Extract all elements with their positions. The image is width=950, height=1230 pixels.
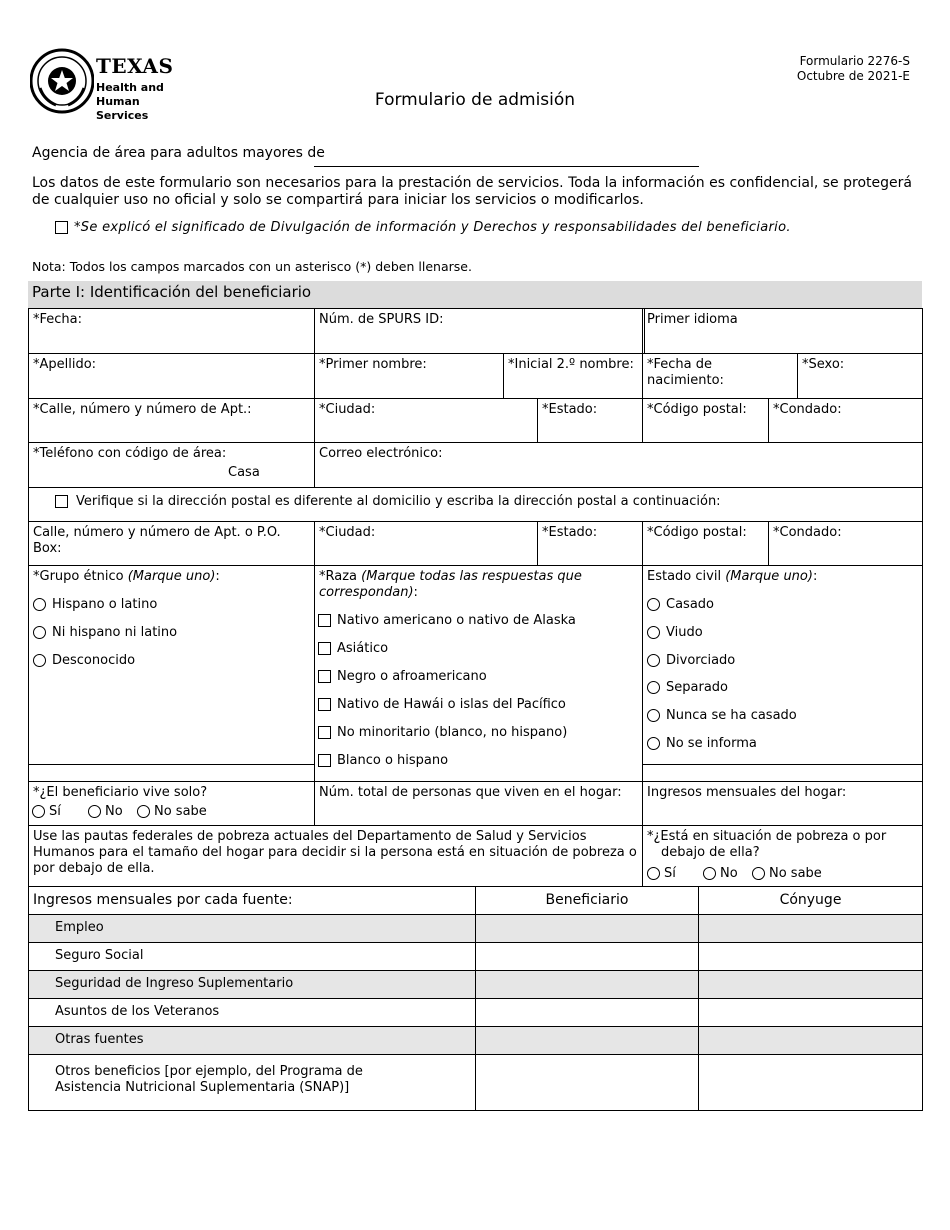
form-number: Formulario 2276-S <box>799 54 910 68</box>
logo-line2: Health and Human <box>96 81 164 108</box>
ciudad-label: *Ciudad: <box>319 402 376 417</box>
explained-label: *Se explicó el significado de Divulgación de información y Derechos y responsabilidades del beneficiario. <box>74 220 791 235</box>
codigo-postal2-label: *Código postal: <box>647 525 747 540</box>
ethnic-group: *Grupo étnico (Marque uno): <box>28 565 315 765</box>
marital-option[interactable]: Casado <box>647 597 714 612</box>
household-count-field[interactable] <box>314 781 643 826</box>
race-group: *Raza (Marque todas las respuestas que correspondan): <box>314 565 643 782</box>
agency-input[interactable] <box>314 166 699 167</box>
radio-icon[interactable] <box>752 867 765 880</box>
income-row-label: Seguro Social <box>28 942 476 971</box>
poverty-option[interactable]: Sí <box>647 866 676 881</box>
poverty-guidelines-text: Use las pautas federales de pobreza actuales del Departamento de Salud y Servicios Humanos para el tamaño del hogar para decidir si la persona está en situación de pobreza o por debajo de ella. <box>33 829 637 876</box>
part1-header: Parte I: Identificación del beneficiario <box>28 281 922 308</box>
marital-option[interactable]: Nunca se ha casado <box>647 708 797 723</box>
lives-alone-option[interactable]: Sí <box>32 804 61 819</box>
income-cell-spouse[interactable] <box>698 970 923 999</box>
idioma-field[interactable] <box>642 308 923 354</box>
income-cell-beneficiary[interactable] <box>475 1026 699 1055</box>
race-label: *Raza <box>319 569 358 584</box>
condado-field[interactable] <box>768 398 923 443</box>
postal-diff-checkbox[interactable] <box>55 495 68 508</box>
explained-checkbox[interactable] <box>55 221 68 234</box>
radio-icon[interactable] <box>33 654 46 667</box>
race-option[interactable]: Nativo americano o nativo de Alaska <box>318 613 576 628</box>
correo-field[interactable] <box>314 442 923 488</box>
radio-icon[interactable] <box>647 737 660 750</box>
household-count-label: Núm. total de personas que viven en el hogar: <box>319 785 622 800</box>
ciudad2-label: *Ciudad: <box>319 525 376 540</box>
lives-alone-option[interactable]: No sabe <box>137 804 207 819</box>
marital-hint: (Marque uno) <box>725 569 813 584</box>
primer-nombre-label: *Primer nombre: <box>319 357 427 372</box>
spurs-label: Núm. de SPURS ID: <box>319 312 444 327</box>
logo-line1: TEXAS <box>96 54 174 78</box>
calle-label: *Calle, número y número de Apt.: <box>33 402 252 417</box>
radio-icon[interactable] <box>647 709 660 722</box>
ciudad2-field[interactable] <box>314 521 538 566</box>
ethnic-option[interactable]: Ni hispano ni latino <box>33 625 177 640</box>
estado2-label: *Estado: <box>542 525 598 540</box>
lives-alone-option[interactable]: No <box>88 804 123 819</box>
checkbox-icon[interactable] <box>318 726 331 739</box>
marital-option[interactable]: Divorciado <box>647 653 735 668</box>
household-income-label: Ingresos mensuales del hogar: <box>647 785 847 800</box>
marital-label: Estado civil <box>647 569 722 584</box>
codigo-postal-field[interactable] <box>642 398 769 443</box>
ethnic-option[interactable]: Desconocido <box>33 653 135 668</box>
codigo-postal-label: *Código postal: <box>647 402 747 417</box>
radio-icon[interactable] <box>647 598 660 611</box>
checkbox-icon[interactable] <box>318 754 331 767</box>
ethnic-option[interactable]: Hispano o latino <box>33 597 157 612</box>
marital-option[interactable]: No se informa <box>647 736 757 751</box>
radio-icon[interactable] <box>33 626 46 639</box>
marital-group: Estado civil (Marque uno): <box>642 565 923 765</box>
nacimiento-field[interactable] <box>642 353 798 399</box>
fecha-label: *Fecha: <box>33 312 82 327</box>
income-cell-beneficiary[interactable] <box>475 942 699 971</box>
income-col-beneficiary: Beneficiario <box>475 886 699 915</box>
fecha-field[interactable] <box>28 308 315 354</box>
agency-label: Agencia de área para adultos mayores de <box>32 145 325 161</box>
correo-label: Correo electrónico: <box>319 446 443 461</box>
income-table-header: Ingresos mensuales por cada fuente: <box>28 886 476 915</box>
radio-icon[interactable] <box>647 681 660 694</box>
inicial-field[interactable] <box>503 353 643 399</box>
income-cell-spouse[interactable] <box>698 942 923 971</box>
race-option[interactable]: Nativo de Hawái o islas del Pacífico <box>318 697 566 712</box>
ethnic-hint: (Marque uno) <box>127 569 216 584</box>
radio-icon[interactable] <box>647 867 660 880</box>
intro-text: Los datos de este formulario son necesarios para la prestación de servicios. Toda la información es confidencial, se protegerá de cualquier uso no oficial y solo se compartirá para iniciar los servicios o modificarlos. <box>32 175 912 208</box>
race-option[interactable]: Blanco o hispano <box>318 753 448 768</box>
radio-icon[interactable] <box>137 805 150 818</box>
sexo-field[interactable] <box>797 353 923 399</box>
nacimiento-label: *Fecha de nacimiento: <box>647 357 724 388</box>
postal-diff-label: Verifique si la dirección postal es diferente al domicilio y escriba la dirección postal a continuación: <box>76 494 721 509</box>
radio-icon[interactable] <box>647 626 660 639</box>
checkbox-icon[interactable] <box>318 642 331 655</box>
poverty-option[interactable]: No <box>703 866 738 881</box>
income-row-label: Otras fuentes <box>28 1026 476 1055</box>
poverty-question-label: *¿Está en situación de pobreza o por debajo de ella? <box>647 829 887 860</box>
calle-field[interactable] <box>28 398 315 443</box>
ethnic-spacer <box>28 764 315 782</box>
poverty-option[interactable]: No sabe <box>752 866 822 881</box>
codigo-postal2-field[interactable] <box>642 521 769 566</box>
inicial-label: *Inicial 2.º nombre: <box>508 357 634 372</box>
estado-label: *Estado: <box>542 402 598 417</box>
part1-form <box>28 308 923 1111</box>
radio-icon[interactable] <box>88 805 101 818</box>
page-title: Formulario de admisión <box>374 90 576 110</box>
income-row-label: Otros beneficios [por ejemplo, del Programa de Asistencia Nutricional Suplementaria (SNAP)] <box>28 1054 476 1111</box>
ethnic-label: *Grupo étnico <box>33 569 124 584</box>
household-income-field[interactable] <box>642 781 923 826</box>
poverty-guidelines <box>28 825 643 887</box>
income-col-spouse: Cónyuge <box>698 886 923 915</box>
income-row-label: Asuntos de los Veteranos <box>28 998 476 1027</box>
form-number-block <box>797 54 910 84</box>
race-option[interactable]: Asiático <box>318 641 388 656</box>
condado-label: *Condado: <box>773 402 842 417</box>
condado2-field[interactable] <box>768 521 923 566</box>
income-cell-spouse[interactable] <box>698 914 923 943</box>
checkbox-icon[interactable] <box>318 614 331 627</box>
income-row-label: Empleo <box>28 914 476 943</box>
marital-option[interactable]: Separado <box>647 680 728 695</box>
condado2-label: *Condado: <box>773 525 842 540</box>
apellido-field[interactable] <box>28 353 315 399</box>
telefono-casa-label: Casa <box>228 465 260 480</box>
idioma-label: Primer idioma <box>647 312 738 327</box>
postal-diff-row <box>28 487 923 522</box>
telefono-field[interactable] <box>28 442 315 488</box>
income-cell-beneficiary[interactable] <box>475 998 699 1027</box>
sexo-label: *Sexo: <box>802 357 845 372</box>
checkbox-icon[interactable] <box>318 698 331 711</box>
income-cell-spouse[interactable] <box>698 1026 923 1055</box>
required-note: Nota: Todos los campos marcados con un asterisco (*) deben llenarse. <box>32 259 472 274</box>
checkbox-icon[interactable] <box>318 670 331 683</box>
estado2-field[interactable] <box>537 521 643 566</box>
telefono-label: *Teléfono con código de área: <box>33 446 227 461</box>
marital-option[interactable]: Viudo <box>647 625 703 640</box>
race-option[interactable]: Negro o afroamericano <box>318 669 487 684</box>
income-row-label: Seguridad de Ingreso Suplementario <box>28 970 476 999</box>
calle-postal-label: Calle, número y número de Apt. o P.O. Box: <box>33 525 281 556</box>
race-hint: (Marque todas las respuestas que correspondan) <box>319 569 582 600</box>
ciudad-field[interactable] <box>314 398 538 443</box>
estado-field[interactable] <box>537 398 643 443</box>
income-cell-beneficiary[interactable] <box>475 914 699 943</box>
radio-icon[interactable] <box>32 805 45 818</box>
radio-icon[interactable] <box>703 867 716 880</box>
spurs-field[interactable] <box>314 308 645 354</box>
income-cell-beneficiary[interactable] <box>475 970 699 999</box>
apellido-label: *Apellido: <box>33 357 97 372</box>
explained-row <box>55 220 791 235</box>
income-cell-spouse[interactable] <box>698 998 923 1027</box>
income-cell-spouse[interactable] <box>698 1054 923 1111</box>
radio-icon[interactable] <box>33 598 46 611</box>
radio-icon[interactable] <box>647 654 660 667</box>
calle-postal-field[interactable] <box>28 521 315 566</box>
income-cell-beneficiary[interactable] <box>475 1054 699 1111</box>
logo-line3: Services <box>96 109 149 122</box>
race-option[interactable]: No minoritario (blanco, no hispano) <box>318 725 567 740</box>
lives-alone-label: *¿El beneficiario vive solo? <box>33 785 208 800</box>
marital-spacer <box>642 764 923 782</box>
primer-nombre-field[interactable] <box>314 353 504 399</box>
form-date: Octubre de 2021-E <box>796 69 910 83</box>
